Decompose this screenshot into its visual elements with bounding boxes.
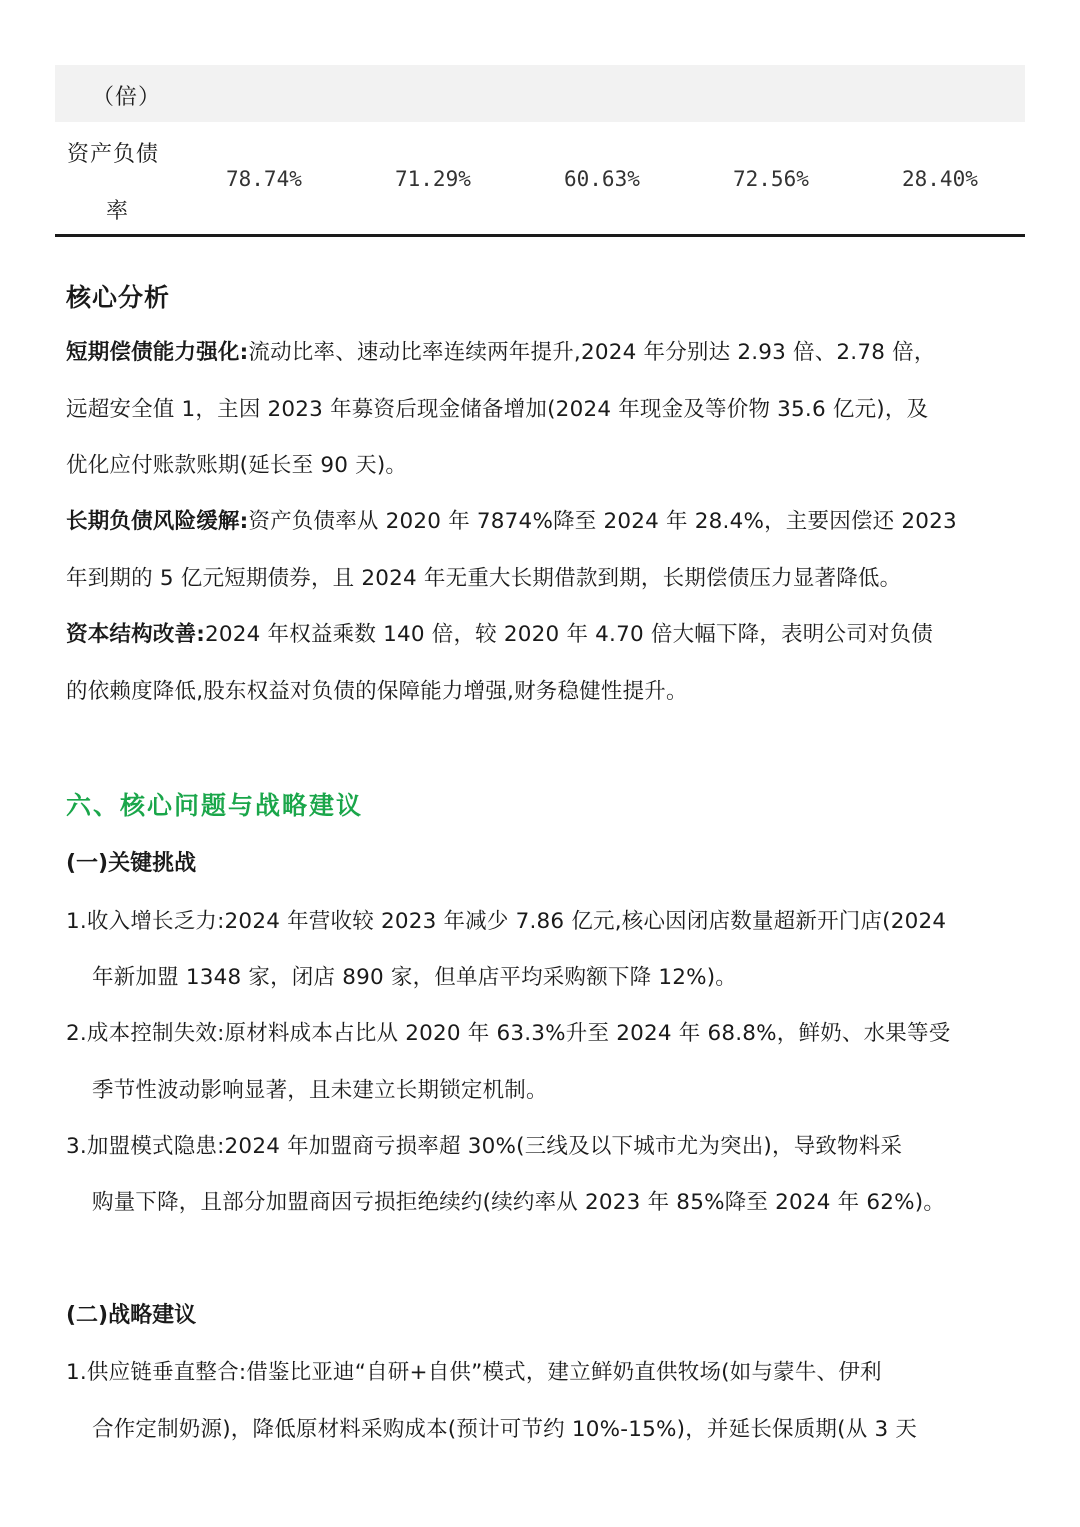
list-item-line: 1.供应链垂直整合:借鉴比亚迪“自研+自供”模式，建立鲜奶直供牧场(如与蒙牛、伊利 [66,1360,882,1385]
table-row-label-line1: 资产负债 [67,142,160,167]
paragraph-text: 资产负债率从 2020 年 7874%降至 2024 年 28.4%，主要因偿还 2023 [248,509,957,534]
list-item-line: 合作定制奶源)，降低原材料采购成本(预计可节约 10%-15%)，并延长保质期(从 3 天 [92,1417,918,1442]
paragraph-capital-structure [66,607,933,720]
table-cell-value: 60.63% [564,167,640,191]
paragraph-text: 年到期的 5 亿元短期债券，且 2024 年无重大长期借款到期，长期偿债压力显著降低。 [66,565,902,591]
paragraph-short-term-solvency [66,325,936,495]
list-item-line: 购量下降，且部分加盟商因亏损拒绝续约(续约率从 2023 年 85%降至 2024 年 62%)。 [92,1190,946,1215]
list-item-line: 年新加盟 1348 家，闭店 890 家，但单店平均采购额下降 12%)。 [92,965,738,990]
paragraph-lead-bold: 短期偿债能力强化: [66,340,249,365]
paragraph-lead-bold: 长期负债风险缓解: [66,509,249,534]
paragraph-long-term-debt [66,494,957,607]
table-cell-value: 71.29% [395,167,471,191]
list-item-line: 季节性波动影响显著，且未建立长期锁定机制。 [92,1078,548,1103]
list-item-line: 3.加盟模式隐患:2024 年加盟商亏损率超 30%(三线及以下城市尤为突出)，导致物料采 [66,1134,903,1159]
table-cell-value: 28.40% [902,167,978,191]
core-analysis-heading: 核心分析 [66,283,171,312]
table-cell-value: 78.74% [226,167,302,191]
paragraph-text: 远超安全值 1，主因 2023 年募资后现金储备增加(2024 年现金及等价物 35.6 亿元)，及 [66,396,929,422]
paragraph-text: 优化应付账款账期(延长至 90 天)。 [66,453,408,478]
table-cell-value: 72.56% [733,167,809,191]
paragraph-lead-bold: 资本结构改善: [66,622,205,647]
table-prev-row-tail: （倍） [92,85,162,110]
subsection-heading-suggestions: (二)战略建议 [66,1303,197,1328]
table-bottom-rule [55,234,1025,237]
paragraph-text: 2024 年权益乘数 140 倍，较 2020 年 4.70 倍大幅下降，表明公司对负债 [205,622,933,647]
subsection-heading-challenges: (一)关键挑战 [66,851,197,876]
list-item-line: 1.收入增长乏力:2024 年营收较 2023 年减少 7.86 亿元,核心因闭店数量超新开门店(2024 [66,909,947,934]
paragraph-text: 流动比率、速动比率连续两年提升,2024 年分别达 2.93 倍、2.78 倍， [248,340,936,365]
section-heading: 六、核心问题与战略建议 [66,791,364,820]
table-row-label-line2: 率 [106,199,130,224]
list-item-line: 2.成本控制失效:原材料成本占比从 2020 年 63.3%升至 2024 年 68.8%，鲜奶、水果等受 [66,1021,951,1046]
paragraph-text: 的依赖度降低,股东权益对负债的保障能力增强,财务稳健性提升。 [66,678,688,704]
table-shaded-row [55,65,1025,122]
